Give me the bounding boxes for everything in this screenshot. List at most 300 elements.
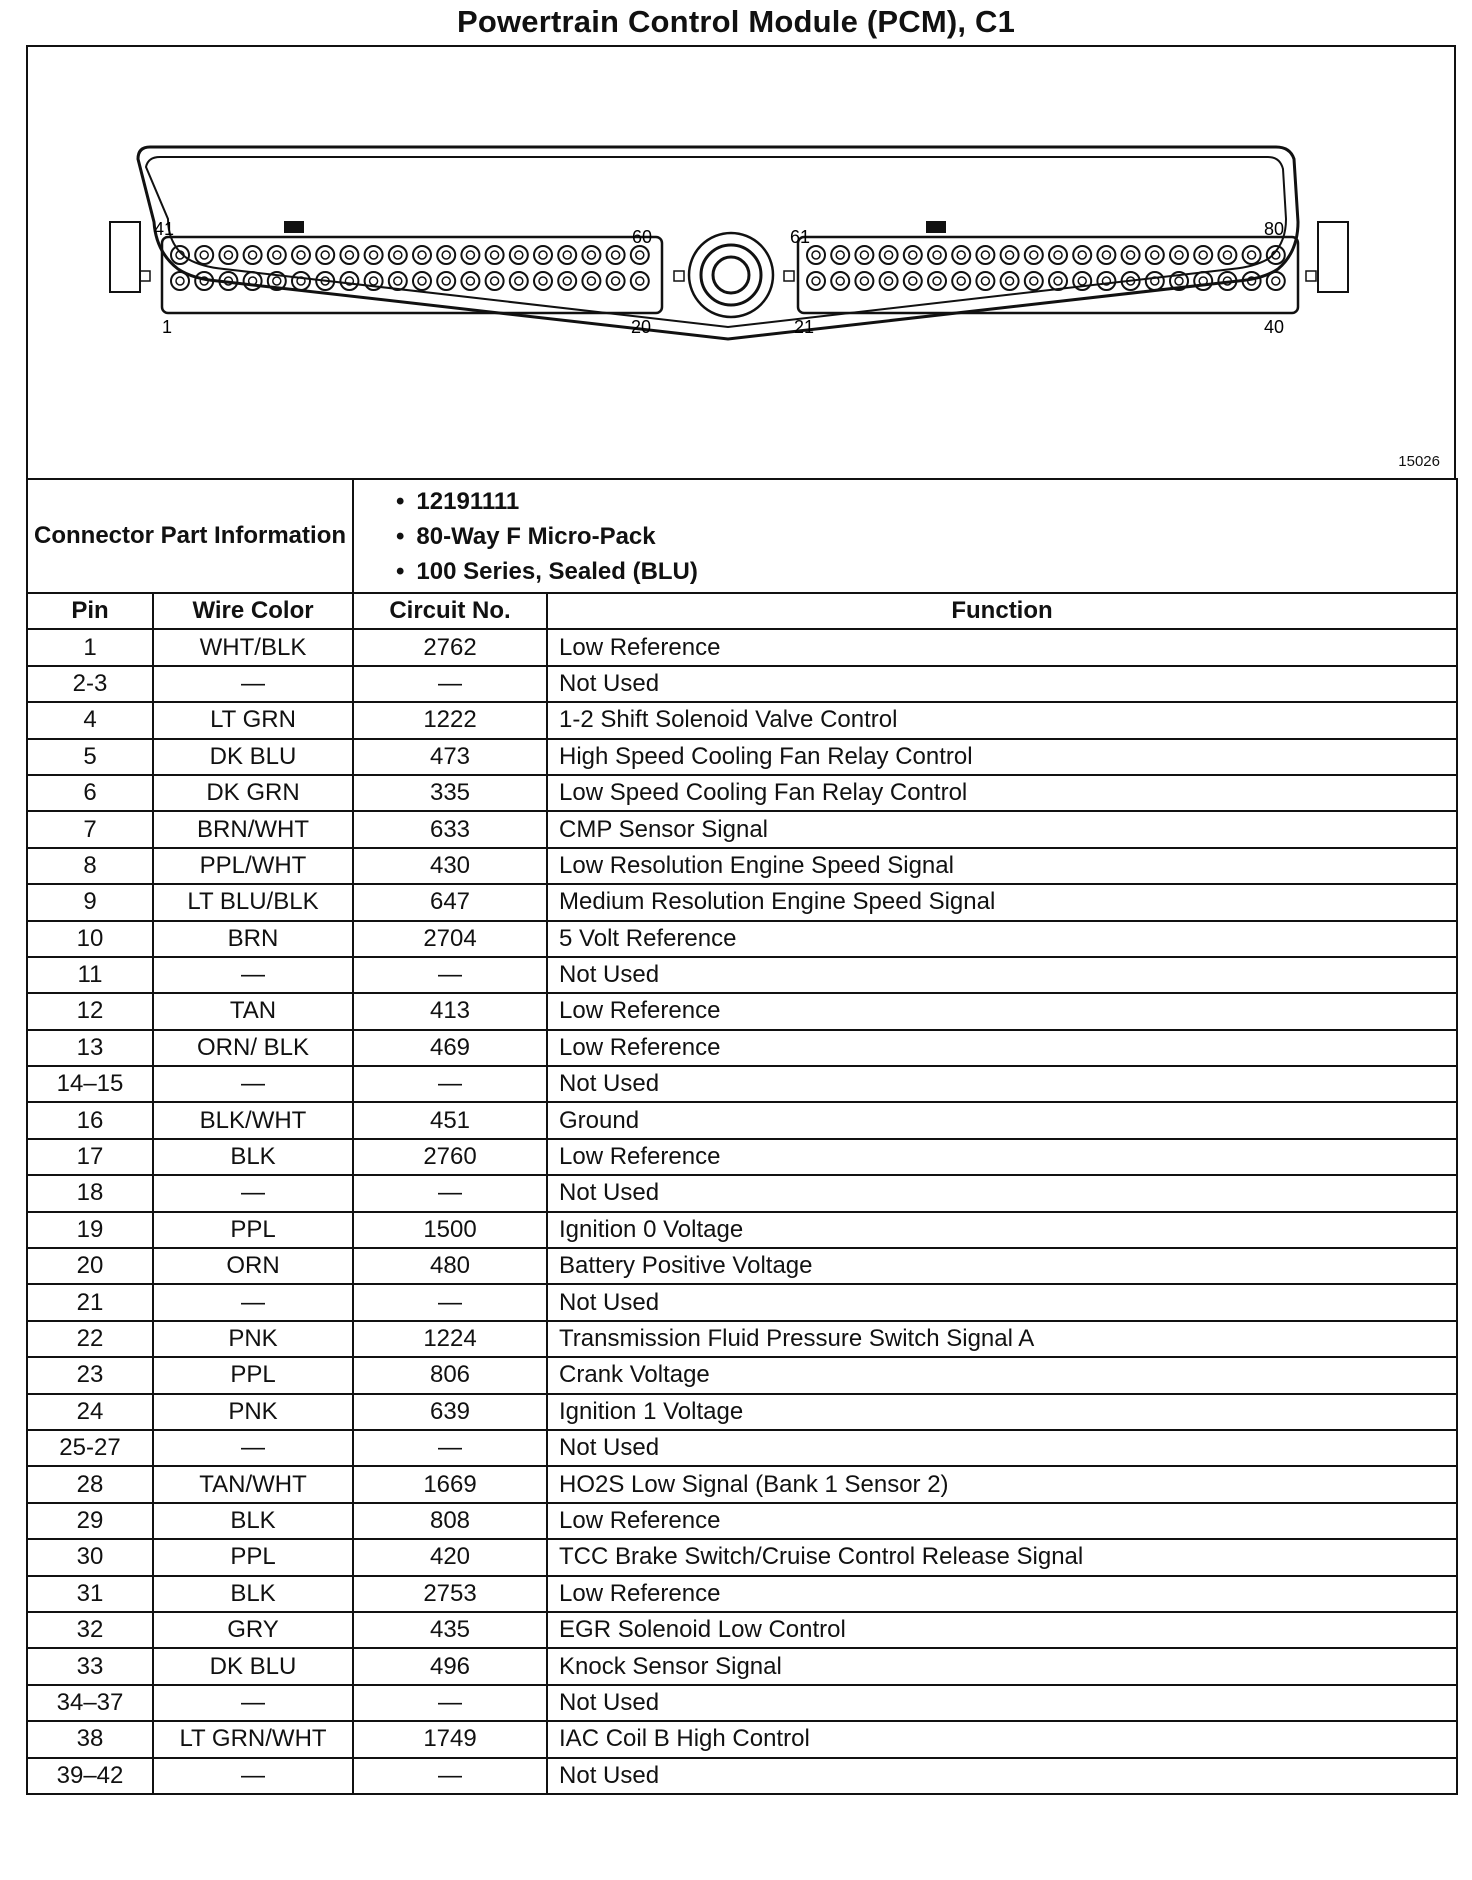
pin-hole-inner [418,251,426,259]
circuit-number-cell: 451 [353,1102,547,1138]
pin-hole-inner [1054,277,1062,285]
pin-hole [1025,272,1043,290]
pin-hole [976,272,994,290]
circuit-number-cell: 808 [353,1503,547,1539]
pin-cell: 6 [27,775,153,811]
pin-hole [607,272,625,290]
connector-diagram [26,45,1456,478]
connector-shell-outline [138,147,1298,339]
function-cell: Low Reference [547,1503,1457,1539]
function-cell: 5 Volt Reference [547,921,1457,957]
table-row [27,1466,1457,1502]
pin-hole-inner [1175,277,1183,285]
pin-hole [831,246,849,264]
function-cell: 1-2 Shift Solenoid Valve Control [547,702,1457,738]
pin-hole [1267,246,1285,264]
pin-cell: 38 [27,1721,153,1757]
page-title: Powertrain Control Module (PCM), C1 [456,4,1016,39]
pin-hole [1073,272,1091,290]
pin-cell: 24 [27,1394,153,1430]
pin-label-40: 40 [1264,317,1285,337]
pin-cell: 14–15 [27,1066,153,1102]
pin-hole-inner [1006,277,1014,285]
table-row [27,775,1457,811]
pin-hole [558,246,576,264]
wire-color-cell: — [153,1685,353,1721]
pin-hole-inner [1078,251,1086,259]
right-key [926,221,946,233]
pin-hole-inner [612,277,620,285]
pin-cell: 2-3 [27,666,153,702]
left-key [284,221,304,233]
pin-hole [316,246,334,264]
pin-hole-inner [860,251,868,259]
mid-marker-right [784,271,794,281]
pin-cell: 18 [27,1175,153,1211]
table-row [27,1685,1457,1721]
pin-cell: 7 [27,811,153,847]
function-cell: Not Used [547,1175,1457,1211]
pin-hole [855,272,873,290]
function-cell: Not Used [547,1284,1457,1320]
function-cell: Not Used [547,1430,1457,1466]
pin-hole [510,272,528,290]
table-row [27,1284,1457,1320]
circuit-number-cell: 1500 [353,1212,547,1248]
circuit-number-cell: — [353,1758,547,1794]
function-cell: Low Reference [547,629,1457,665]
circuit-number-cell: 2762 [353,629,547,665]
function-cell: Crank Voltage [547,1357,1457,1393]
pin-cell: 22 [27,1321,153,1357]
figure-number: 15026 [1398,453,1440,470]
pin-hole [292,246,310,264]
function-cell: Not Used [547,1066,1457,1102]
pin-hole [904,246,922,264]
pin-cell: 23 [27,1357,153,1393]
table-row [27,993,1457,1029]
pin-cell: 34–37 [27,1685,153,1721]
pin-cell: 11 [27,957,153,993]
pin-hole-inner [860,277,868,285]
pin-hole [1001,246,1019,264]
pin-hole [461,246,479,264]
pin-cell: 28 [27,1466,153,1502]
circuit-number-cell: 1669 [353,1466,547,1502]
pin-cell: 32 [27,1612,153,1648]
pin-hole [582,272,600,290]
function-cell: Low Speed Cooling Fan Relay Control [547,775,1457,811]
pin-hole-inner [1030,251,1038,259]
wire-color-cell: WHT/BLK [153,629,353,665]
function-cell: Low Reference [547,1139,1457,1175]
pin-hole [389,246,407,264]
pin-hole [534,246,552,264]
pin-hole [389,272,407,290]
pin-hole-inner [224,251,232,259]
wire-color-cell: ORN/ BLK [153,1030,353,1066]
pin-cell: 25-27 [27,1430,153,1466]
pin-hole [1170,246,1188,264]
pin-hole-inner [418,277,426,285]
pin-hole [1001,272,1019,290]
pin-hole [486,272,504,290]
wire-color-cell: LT GRN [153,702,353,738]
column-header-circuit-no: Circuit No. [353,593,547,629]
function-cell: Low Reference [547,1030,1457,1066]
column-header-wire-color: Wire Color [153,593,353,629]
pin-hole [1122,246,1140,264]
circuit-number-cell: 1222 [353,702,547,738]
function-cell: TCC Brake Switch/Cruise Control Release Signal [547,1539,1457,1575]
table-row [27,811,1457,847]
pin-hole [831,272,849,290]
pin-hole [268,246,286,264]
pin-hole-inner [442,277,450,285]
wire-color-cell: BLK [153,1576,353,1612]
pinout-table [26,478,1458,1795]
pin-hole-inner [1272,277,1280,285]
wire-color-cell: PPL [153,1539,353,1575]
wire-color-cell: PPL/WHT [153,848,353,884]
pin-hole [1025,246,1043,264]
pin-cell: 13 [27,1030,153,1066]
table-row [27,1321,1457,1357]
pin-hole-inner [273,251,281,259]
function-cell: Low Reference [547,1576,1457,1612]
pin-cell: 4 [27,702,153,738]
column-header-function: Function [547,593,1457,629]
pin-hole-inner [394,277,402,285]
table-row [27,1212,1457,1248]
pin-hole-inner [297,251,305,259]
pin-hole-inner [273,277,281,285]
pin-hole [1267,272,1285,290]
function-cell: IAC Coil B High Control [547,1721,1457,1757]
part-info-label: Connector Part Information [27,479,353,593]
circuit-number-cell: 420 [353,1539,547,1575]
pin-cell: 31 [27,1576,153,1612]
pin-cell: 21 [27,1284,153,1320]
pin-hole [558,272,576,290]
pin-hole-inner [1030,277,1038,285]
left-marker [140,271,150,281]
circuit-number-cell: — [353,1430,547,1466]
table-row [27,1357,1457,1393]
pin-label-41: 41 [154,219,175,239]
wire-color-cell: BLK [153,1503,353,1539]
function-cell: Low Reference [547,993,1457,1029]
pin-hole-inner [981,277,989,285]
pin-hole [1146,246,1164,264]
pin-hole-inner [539,277,547,285]
pin-cell: 10 [27,921,153,957]
wire-color-cell: — [153,1284,353,1320]
pin-hole [461,272,479,290]
table-row [27,1066,1457,1102]
wire-color-cell: ORN [153,1248,353,1284]
wire-color-cell: BRN/WHT [153,811,353,847]
function-cell: Battery Positive Voltage [547,1248,1457,1284]
function-cell: Low Resolution Engine Speed Signal [547,848,1457,884]
table-row [27,1648,1457,1684]
pin-hole-inner [836,277,844,285]
circuit-number-cell: — [353,1066,547,1102]
circuit-number-cell: — [353,1175,547,1211]
pin-label-61: 61 [790,227,811,247]
pin-hole-inner [933,251,941,259]
function-cell: Ignition 1 Voltage [547,1394,1457,1430]
pin-cell: 39–42 [27,1758,153,1794]
table-row [27,848,1457,884]
function-cell: EGR Solenoid Low Control [547,1612,1457,1648]
pin-label-21: 21 [794,317,815,337]
wire-color-cell: PNK [153,1394,353,1430]
pin-hole [171,272,189,290]
pin-hole [607,246,625,264]
pin-hole [631,272,649,290]
pin-hole-inner [909,251,917,259]
wire-color-cell: TAN/WHT [153,1466,353,1502]
wire-color-cell: BRN [153,921,353,957]
pin-hole [437,246,455,264]
pin-hole [292,272,310,290]
table-row [27,1248,1457,1284]
pin-label-1: 1 [162,317,173,337]
pin-hole-inner [933,277,941,285]
circuit-number-cell: 496 [353,1648,547,1684]
table-row [27,1758,1457,1794]
function-cell: Not Used [547,957,1457,993]
pin-hole [1146,272,1164,290]
pin-hole-inner [636,277,644,285]
wire-color-cell: — [153,1066,353,1102]
pin-hole [413,272,431,290]
pin-hole-inner [200,251,208,259]
wire-color-cell: BLK [153,1139,353,1175]
pin-hole [904,272,922,290]
pin-hole-inner [539,251,547,259]
table-row [27,1139,1457,1175]
circuit-number-cell: 2760 [353,1139,547,1175]
pin-hole [195,246,213,264]
wire-color-cell: — [153,957,353,993]
circuit-number-cell: — [353,957,547,993]
function-cell: Ignition 0 Voltage [547,1212,1457,1248]
wire-color-cell: — [153,1175,353,1211]
center-bolt-inner [713,257,749,293]
pin-cell: 16 [27,1102,153,1138]
pin-hole-inner [370,277,378,285]
header-row [27,593,1457,629]
pin-hole [880,246,898,264]
pin-hole-inner [636,251,644,259]
pin-hole-inner [1151,251,1159,259]
circuit-number-cell: 469 [353,1030,547,1066]
wire-color-cell: PNK [153,1321,353,1357]
table-row [27,921,1457,957]
function-cell: Medium Resolution Engine Speed Signal [547,884,1457,920]
pin-hole-inner [587,277,595,285]
pin-hole-inner [1054,251,1062,259]
pin-hole-inner [442,251,450,259]
pin-cell: 8 [27,848,153,884]
table-row [27,1576,1457,1612]
wire-color-cell: GRY [153,1612,353,1648]
pin-hole [365,246,383,264]
table-row [27,1430,1457,1466]
pin-hole [437,272,455,290]
pin-hole-inner [957,277,965,285]
pin-hole-inner [612,251,620,259]
circuit-number-cell: 435 [353,1612,547,1648]
circuit-number-cell: 430 [353,848,547,884]
table-row [27,702,1457,738]
pin-hole-inner [1006,251,1014,259]
pin-cell: 20 [27,1248,153,1284]
part-info-item: • 12191111 [396,484,1456,519]
pin-cell: 1 [27,629,153,665]
table-row [27,1503,1457,1539]
pin-hole [1097,272,1115,290]
pin-hole [976,246,994,264]
pin-hole [807,246,825,264]
pin-hole [219,246,237,264]
wire-color-cell: DK BLU [153,739,353,775]
table-row [27,1721,1457,1757]
part-info-item: • 80-Way F Micro-Pack [396,519,1456,554]
table-row [27,1612,1457,1648]
pin-hole [244,272,262,290]
pin-hole-inner [885,251,893,259]
circuit-number-cell: 1749 [353,1721,547,1757]
table-row [27,1102,1457,1138]
pin-hole [340,272,358,290]
pin-hole-inner [491,251,499,259]
pin-hole [1194,272,1212,290]
function-cell: CMP Sensor Signal [547,811,1457,847]
pin-hole-inner [1078,277,1086,285]
pin-cell: 19 [27,1212,153,1248]
pin-hole [631,246,649,264]
pin-hole-inner [812,251,820,259]
pin-hole [1194,246,1212,264]
pin-hole-inner [587,251,595,259]
function-cell: Knock Sensor Signal [547,1648,1457,1684]
circuit-number-cell: 2753 [353,1576,547,1612]
wire-color-cell: PPL [153,1357,353,1393]
pin-hole-inner [1175,251,1183,259]
pin-hole [928,272,946,290]
function-cell: High Speed Cooling Fan Relay Control [547,739,1457,775]
pin-hole-inner [321,251,329,259]
pin-hole [807,272,825,290]
pin-hole-inner [909,277,917,285]
pin-hole [486,246,504,264]
circuit-number-cell: 639 [353,1394,547,1430]
pin-label-60: 60 [632,227,653,247]
pin-hole [1218,246,1236,264]
pin-hole-inner [812,277,820,285]
pin-hole-inner [957,251,965,259]
pin-hole-inner [176,277,184,285]
pin-hole-inner [1102,251,1110,259]
circuit-number-cell: 1224 [353,1321,547,1357]
table-row [27,629,1457,665]
circuit-number-cell: — [353,1685,547,1721]
mid-marker-left [674,271,684,281]
circuit-number-cell: — [353,666,547,702]
wire-color-cell: — [153,1758,353,1794]
wire-color-cell: — [153,666,353,702]
circuit-number-cell: 413 [353,993,547,1029]
pin-hole [928,246,946,264]
pin-label-80: 80 [1264,219,1285,239]
pin-hole-inner [1127,251,1135,259]
pin-cell: 9 [27,884,153,920]
circuit-number-cell: 647 [353,884,547,920]
pin-hole [413,246,431,264]
part-info-row [27,479,1457,593]
circuit-number-cell: 335 [353,775,547,811]
pin-hole-inner [981,251,989,259]
pin-hole-inner [466,277,474,285]
pin-hole-inner [563,277,571,285]
pin-hole-inner [491,277,499,285]
table-row [27,1175,1457,1211]
function-cell: Not Used [547,1758,1457,1794]
pin-hole-inner [345,251,353,259]
pin-cell: 17 [27,1139,153,1175]
wire-color-cell: LT BLU/BLK [153,884,353,920]
pin-hole-inner [249,251,257,259]
pin-hole-inner [370,251,378,259]
pin-cell: 33 [27,1648,153,1684]
table-row [27,1030,1457,1066]
pin-hole [171,246,189,264]
pin-cell: 12 [27,993,153,1029]
right-marker [1306,271,1316,281]
pin-hole [510,246,528,264]
table-row [27,884,1457,920]
center-bolt-ring [701,245,761,305]
pin-cell: 5 [27,739,153,775]
pin-hole [365,272,383,290]
circuit-number-cell: 633 [353,811,547,847]
wire-color-cell: TAN [153,993,353,1029]
pin-grid [171,246,1285,290]
table-row [27,666,1457,702]
pin-hole [952,272,970,290]
wire-color-cell: — [153,1430,353,1466]
pin-hole [340,246,358,264]
pin-hole [1097,246,1115,264]
column-header-pin: Pin [27,593,153,629]
pin-hole [1049,272,1067,290]
pin-hole-inner [836,251,844,259]
pin-cell: 29 [27,1503,153,1539]
part-info-item: • 100 Series, Sealed (BLU) [396,554,1456,589]
circuit-number-cell: 806 [353,1357,547,1393]
pin-hole [1049,246,1067,264]
table-row [27,1394,1457,1430]
circuit-number-cell: 2704 [353,921,547,957]
pin-hole-inner [466,251,474,259]
pin-hole-inner [885,277,893,285]
pin-hole-inner [394,251,402,259]
table-row [27,739,1457,775]
circuit-number-cell: 480 [353,1248,547,1284]
